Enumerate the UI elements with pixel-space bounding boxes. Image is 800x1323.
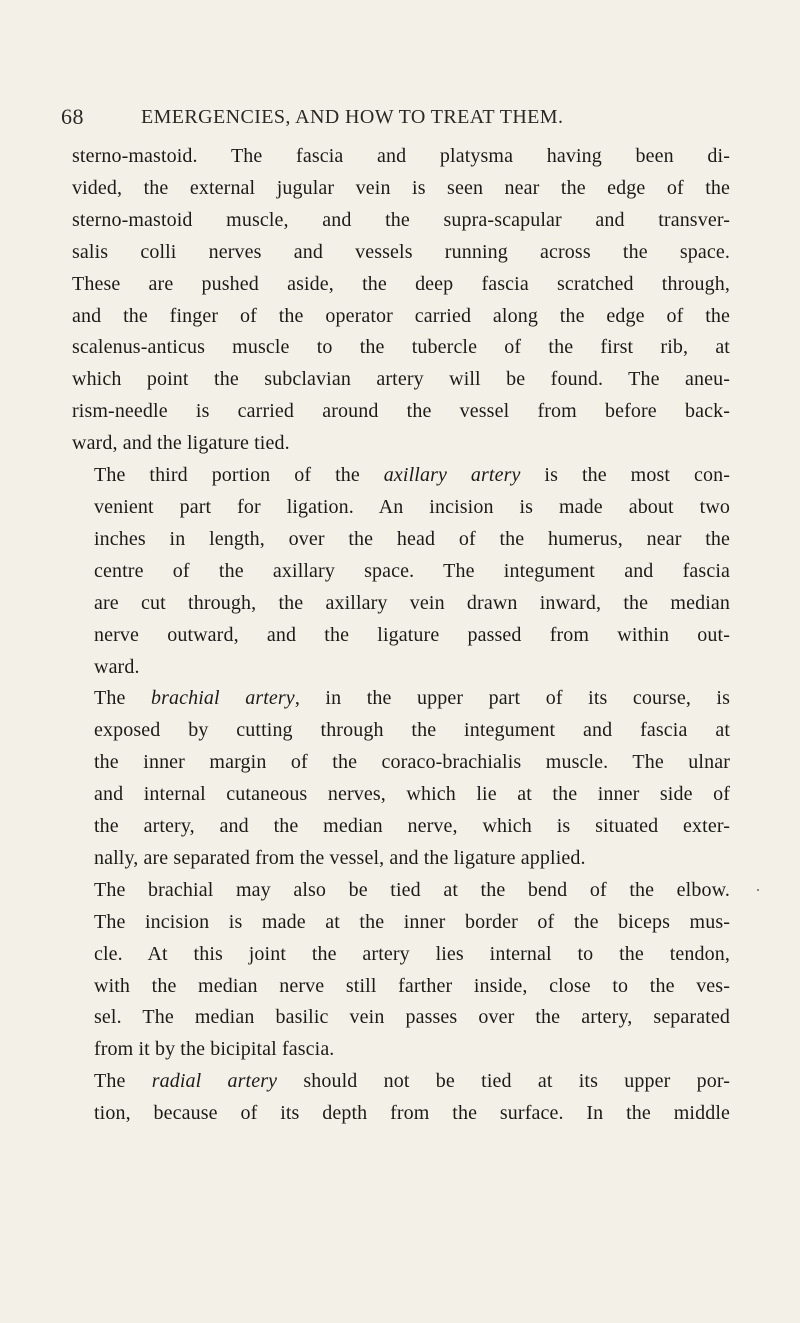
text-line: which point the subclavian artery will be found. The aneu- <box>72 368 730 391</box>
text-line: and internal cutaneous nerves, which lie at the inner side of <box>94 783 730 806</box>
text-line: centre of the axillary space. The integument and fascia <box>94 559 730 582</box>
text-line: tion, because of its depth from the surface. In the middle <box>94 1102 730 1125</box>
running-head: EMERGENCIES, AND HOW TO TREAT THEM. <box>141 106 564 128</box>
body-text <box>72 141 730 1281</box>
paragraph-radial <box>72 1066 730 1130</box>
page-header <box>61 104 741 134</box>
text-line: sterno-mastoid muscle, and the supra-scapular and transver- <box>72 208 730 231</box>
text-line: nally, are separated from the vessel, and the ligature applied. <box>94 846 586 869</box>
text-fragment: The third portion of the <box>94 464 384 487</box>
text-line: with the median nerve still farther inside, close to the ves- <box>94 974 730 997</box>
scan-mark <box>757 889 759 891</box>
text-line: cle. At this joint the artery lies internal to the tendon, <box>94 942 730 965</box>
term-radial-artery: radial artery <box>151 1070 278 1093</box>
paragraph-elbow <box>72 875 730 1066</box>
page-number: 68 <box>61 104 84 129</box>
text-line: ward, and the ligature tied. <box>72 432 290 455</box>
text-line: The incision is made at the inner border of the biceps mus- <box>94 910 730 933</box>
text-line: venient part for ligation. An incision is made about two <box>94 495 730 518</box>
text-line: scalenus-anticus muscle to the tubercle of the first rib, at <box>72 336 730 359</box>
text-fragment: , in the upper part of its course, is <box>294 687 731 710</box>
text-line: sel. The median basilic vein passes over the artery, separated <box>94 1006 730 1029</box>
text-line: sterno-mastoid. The fascia and platysma having been di- <box>72 145 730 167</box>
text-line: inches in length, over the head of the humerus, near the <box>94 527 730 550</box>
term-axillary-artery: axillary artery <box>383 464 521 487</box>
paragraph-brachial <box>72 683 730 874</box>
text-line: the inner margin of the coraco-brachialis muscle. The ulnar <box>94 751 730 774</box>
term-brachial-artery: brachial artery <box>150 687 295 710</box>
text-line: vided, the external jugular vein is seen near the edge of the <box>72 176 730 199</box>
text-line: nerve outward, and the ligature passed from within out- <box>94 623 730 646</box>
text-line: and the finger of the operator carried along the edge of the <box>72 304 730 327</box>
text-line <box>72 1066 730 1098</box>
text-line <box>72 683 730 715</box>
text-line: the artery, and the median nerve, which is situated exter- <box>94 815 730 838</box>
text-line: exposed by cutting through the integument and fascia at <box>94 719 730 742</box>
text-line <box>72 460 730 492</box>
text-line: from it by the bicipital fascia. <box>94 1038 335 1061</box>
paragraph-axillary <box>72 460 730 683</box>
text-line: The brachial may also be tied at the bend of the elbow. <box>94 878 730 901</box>
text-fragment: The <box>94 687 151 710</box>
text-line: These are pushed aside, the deep fascia scratched through, <box>72 272 730 295</box>
text-line: are cut through, the axillary vein drawn inward, the median <box>94 591 730 614</box>
text-line: salis colli nerves and vessels running across the space. <box>72 240 730 263</box>
text-fragment: should not be tied at its upper por- <box>277 1070 730 1093</box>
text-line: ward. <box>94 655 140 678</box>
text-fragment: The <box>94 1070 152 1093</box>
text-fragment: is the most con- <box>520 464 730 487</box>
text-line: rism-needle is carried around the vessel from before back- <box>72 400 730 423</box>
paragraph-subclavian <box>72 141 730 460</box>
